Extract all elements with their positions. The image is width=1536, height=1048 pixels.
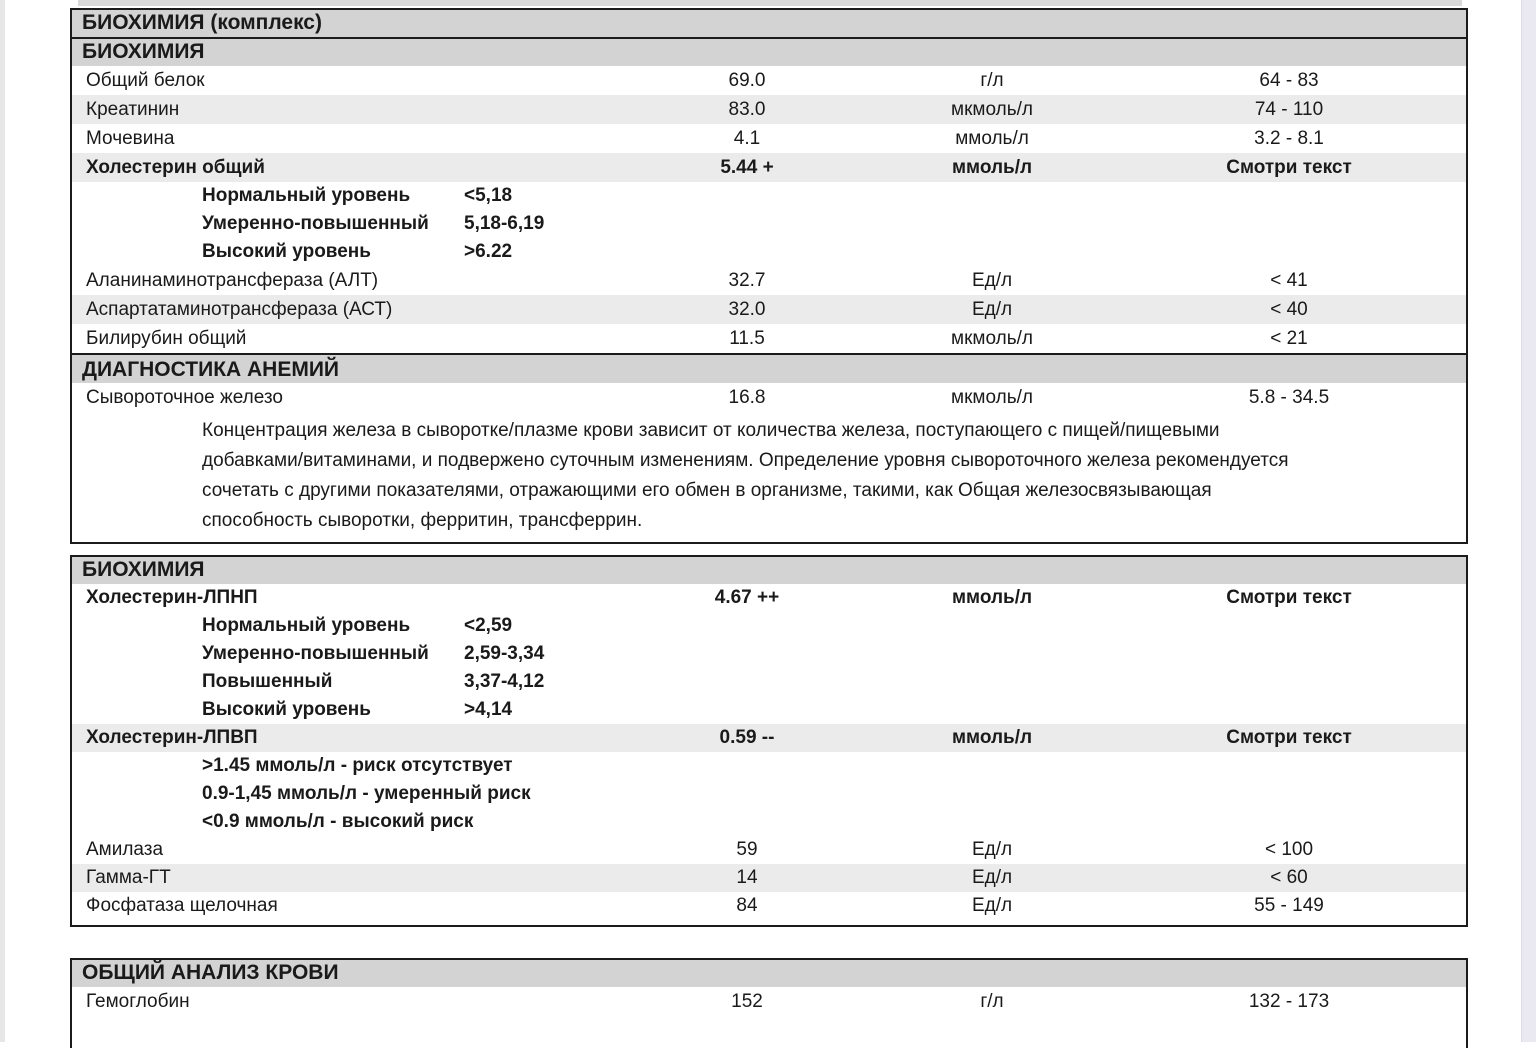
test-unit: мкмоль/л — [951, 328, 1033, 349]
note-row — [72, 612, 1466, 640]
test-row-cholesterol-total — [72, 153, 1466, 182]
test-value: 83.0 — [728, 99, 766, 120]
test-row-hemoglobin — [72, 987, 1466, 1016]
comment-line: добавками/витаминами, и подвержено суточным изменениям. Определение уровня сывороточного железа рекомендуется — [202, 450, 1289, 471]
test-unit: Ед/л — [971, 867, 1013, 888]
test-name: Фосфатаза щелочная — [86, 895, 278, 916]
test-unit: Ед/л — [971, 270, 1013, 291]
test-unit: ммоль/л — [951, 157, 1033, 178]
test-value: 4.67 ++ — [714, 587, 780, 608]
test-name: Гемоглобин — [86, 991, 190, 1012]
note-row — [72, 808, 1466, 836]
section-header-biochemistry: БИОХИМИЯ — [72, 39, 1466, 66]
test-unit: ммоль/л — [955, 128, 1029, 149]
note-row — [72, 780, 1466, 808]
test-reference: < 21 — [1270, 328, 1308, 349]
test-row — [72, 124, 1466, 153]
test-name: Аспартатаминотрансфераза (АСТ) — [86, 299, 393, 320]
section-header-anemia-diagnostics: ДИАГНОСТИКА АНЕМИЙ — [72, 353, 1466, 383]
test-unit: Ед/л — [971, 299, 1013, 320]
note-value: 5,18-6,19 — [464, 213, 545, 234]
test-name: Мочевина — [86, 128, 175, 149]
note-value: <5,18 — [464, 185, 513, 206]
test-value: 11.5 — [729, 328, 765, 349]
note-label: Умеренно-повышенный — [202, 643, 429, 664]
test-unit: ммоль/л — [951, 587, 1033, 608]
note-label: Повышенный — [202, 671, 333, 692]
lab-table-biochemistry-complex — [70, 8, 1468, 544]
test-unit: мкмоль/л — [951, 99, 1033, 120]
test-row — [72, 95, 1466, 124]
table-title: БИОХИМИЯ — [72, 557, 1466, 584]
test-name: Сывороточное железо — [86, 387, 283, 408]
comment-paragraph — [72, 412, 1466, 542]
test-row — [72, 864, 1466, 892]
test-value: 32.0 — [728, 299, 766, 320]
test-name: Гамма-ГТ — [86, 867, 171, 888]
lab-table-cbc — [70, 958, 1468, 1048]
note-text: <0.9 ммоль/л - высокий риск — [202, 811, 474, 832]
note-value: >4,14 — [464, 699, 513, 720]
test-name: Амилаза — [86, 839, 164, 860]
test-value: 0.59 -- — [719, 727, 775, 748]
test-reference: < 100 — [1264, 839, 1314, 860]
test-reference: 64 - 83 — [1259, 70, 1319, 91]
test-value: 5.44 + — [720, 157, 774, 178]
test-name: Креатинин — [86, 99, 180, 120]
test-reference: Смотри текст — [1226, 157, 1352, 178]
test-unit: Ед/л — [971, 895, 1013, 916]
test-name: Холестерин-ЛПНП — [86, 587, 258, 608]
comment-line: способность сыворотки, ферритин, трансферрин. — [202, 510, 643, 531]
note-label: Нормальный уровень — [202, 185, 411, 206]
test-unit: г/л — [980, 70, 1004, 91]
test-value: 152 — [731, 991, 763, 1012]
test-reference: 55 - 149 — [1254, 895, 1324, 916]
test-unit: Ед/л — [971, 839, 1013, 860]
note-value: >6.22 — [464, 241, 513, 262]
test-reference: 3.2 - 8.1 — [1254, 128, 1324, 149]
test-name: Холестерин-ЛПВП — [86, 727, 258, 748]
test-row — [72, 66, 1466, 95]
note-text: >1.45 ммоль/л - риск отсутствует — [202, 755, 513, 776]
test-name: Аланинаминотрансфераза (АЛТ) — [86, 270, 379, 291]
test-value: 59 — [736, 839, 758, 860]
test-value: 84 — [736, 895, 758, 916]
test-reference: < 41 — [1270, 270, 1308, 291]
note-row — [72, 238, 1466, 266]
test-name: Билирубин общий — [86, 328, 247, 349]
test-reference: < 60 — [1270, 867, 1308, 888]
note-value: 3,37-4,12 — [464, 671, 545, 692]
note-row — [72, 210, 1466, 238]
note-label: Умеренно-повышенный — [202, 213, 429, 234]
test-value: 69.0 — [728, 70, 766, 91]
note-row — [72, 668, 1466, 696]
test-value: 14 — [736, 867, 758, 888]
table-title: БИОХИМИЯ (комплекс) — [72, 10, 1466, 39]
comment-line: Концентрация железа в сыворотке/плазме крови зависит от количества железа, поступающего с пищей/пищевыми — [202, 420, 1220, 441]
note-label: Высокий уровень — [202, 699, 371, 720]
test-row-serum-iron — [72, 383, 1466, 412]
test-unit: мкмоль/л — [951, 387, 1033, 408]
test-value: 16.8 — [728, 387, 766, 408]
lab-table-biochemistry-lipids — [70, 555, 1468, 927]
test-reference: Смотри текст — [1226, 587, 1352, 608]
note-label: Высокий уровень — [202, 241, 371, 262]
test-row-ldl — [72, 584, 1466, 612]
note-row — [72, 182, 1466, 210]
test-row — [72, 266, 1466, 295]
test-row — [72, 836, 1466, 864]
note-value: 2,59-3,34 — [464, 643, 545, 664]
test-reference: Смотри текст — [1226, 727, 1352, 748]
test-reference: 5.8 - 34.5 — [1248, 387, 1330, 408]
note-row — [72, 640, 1466, 668]
test-value: 32.7 — [728, 270, 766, 291]
note-row — [72, 752, 1466, 780]
left-edge-strip — [0, 0, 5, 1042]
table-title: ОБЩИЙ АНАЛИЗ КРОВИ — [72, 960, 1466, 987]
comment-line: сочетать с другими показателями, отражающими его обмен в организме, такими, как Общая железосвязывающая — [202, 480, 1212, 501]
test-row — [72, 295, 1466, 324]
test-unit: ммоль/л — [951, 727, 1033, 748]
test-row — [72, 324, 1466, 353]
test-reference: < 40 — [1270, 299, 1308, 320]
test-row — [72, 892, 1466, 920]
test-reference: 74 - 110 — [1254, 99, 1324, 120]
test-name: Холестерин общий — [86, 157, 265, 178]
note-value: <2,59 — [464, 615, 513, 636]
note-row — [72, 696, 1466, 724]
test-unit: г/л — [980, 991, 1004, 1012]
test-value: 4.1 — [733, 128, 761, 149]
note-label: Нормальный уровень — [202, 615, 411, 636]
scrollbar-track[interactable] — [1521, 0, 1536, 1042]
note-text: 0.9-1,45 ммоль/л - умеренный риск — [202, 783, 531, 804]
test-name: Общий белок — [86, 70, 205, 91]
partial-row-above — [78, 0, 1462, 6]
test-row-hdl — [72, 724, 1466, 752]
test-reference: 132 - 173 — [1248, 991, 1330, 1012]
